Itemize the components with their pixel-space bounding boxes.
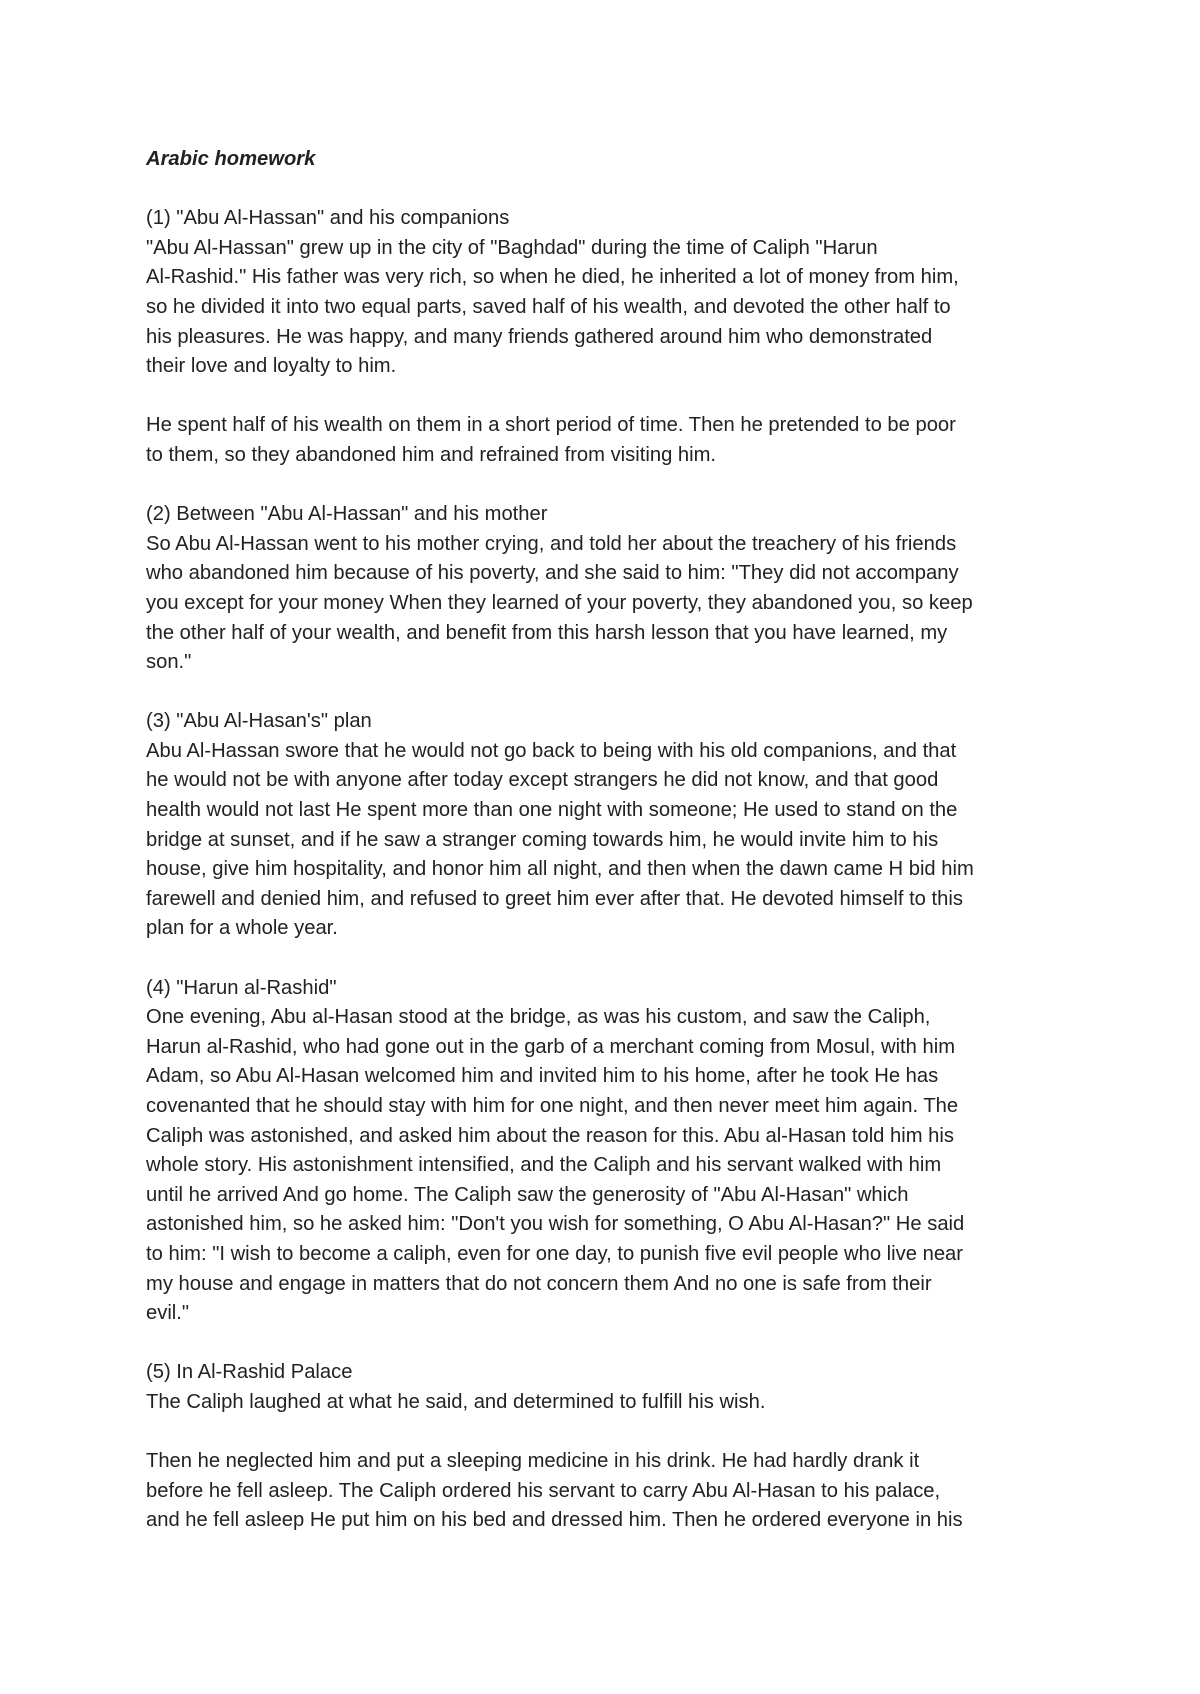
text-line: their love and loyalty to him. (146, 355, 397, 378)
text-line: Adam, so Abu Al-Hasan welcomed him and invited him to his home, after he took He has (146, 1065, 939, 1088)
text-line: So Abu Al-Hassan went to his mother crying, and told her about the treachery of his friends (146, 532, 957, 555)
text-line: (2) Between "Abu Al-Hassan" and his mother (146, 503, 548, 526)
text-line: who abandoned him because of his poverty, and she said to him: "They did not accompany (146, 562, 959, 585)
text-line: before he fell asleep. The Caliph ordered his servant to carry Abu Al-Hasan to his palace, (146, 1479, 941, 1502)
text-line: house, give him hospitality, and honor him all night, and then when the dawn came H bid him (146, 858, 974, 881)
text-line: Harun al-Rashid, who had gone out in the garb of a merchant coming from Mosul, with him (146, 1035, 956, 1058)
text-line: Caliph was astonished, and asked him about the reason for this. Abu al-Hasan told him his (146, 1124, 954, 1147)
text-line: Then he neglected him and put a sleeping medicine in his drink. He had hardly drank it (146, 1450, 920, 1473)
text-line: my house and engage in matters that do not concern them And no one is safe from their (146, 1272, 932, 1295)
text-line: he would not be with anyone after today except strangers he did not know, and that good (146, 769, 939, 792)
document-page (146, 145, 1076, 1536)
text-line: The Caliph laughed at what he said, and determined to fulfill his wish. (146, 1390, 766, 1413)
text-line: son." (146, 651, 192, 674)
text-line: the other half of your wealth, and benefit from this harsh lesson that you have learned, my (146, 621, 948, 644)
text-line: whole story. His astonishment intensified, and the Caliph and his servant walked with him (146, 1154, 942, 1177)
text-line: Abu Al-Hassan swore that he would not go back to being with his old companions, and that (146, 739, 957, 762)
paragraph (146, 707, 1076, 944)
paragraph (146, 204, 1076, 382)
text-line: to him: "I wish to become a caliph, even for one day, to punish five evil people who live near (146, 1242, 963, 1265)
text-line: evil." (146, 1302, 190, 1325)
text-line: until he arrived And go home. The Caliph saw the generosity of "Abu Al-Hasan" which (146, 1183, 909, 1206)
text-line: Al-Rashid." His father was very rich, so when he died, he inherited a lot of money from him, (146, 266, 959, 289)
text-line: so he divided it into two equal parts, saved half of his wealth, and devoted the other half to (146, 295, 951, 318)
text-line: One evening, Abu al-Hasan stood at the bridge, as was his custom, and saw the Caliph, (146, 1006, 931, 1029)
paragraph (146, 1447, 1076, 1536)
text-line: you except for your money When they learned of your poverty, they abandoned you, so keep (146, 591, 973, 614)
text-line: (1) "Abu Al-Hassan" and his companions (146, 207, 510, 230)
text-line: (4) "Harun al-Rashid" (146, 976, 337, 999)
text-line: He spent half of his wealth on them in a short period of time. Then he pretended to be poor (146, 414, 956, 437)
text-line: plan for a whole year. (146, 917, 338, 940)
document-body (146, 204, 1076, 1536)
document-title: Arabic homework (146, 148, 316, 170)
text-line: (5) In Al-Rashid Palace (146, 1361, 353, 1384)
text-line: health would not last He spent more than one night with someone; He used to stand on the (146, 799, 958, 822)
text-line: astonished him, so he asked him: "Don't you wish for something, O Abu Al-Hasan?" He said (146, 1213, 965, 1236)
paragraph (146, 1358, 1076, 1417)
text-line: his pleasures. He was happy, and many friends gathered around him who demonstrated (146, 325, 933, 348)
text-line: farewell and denied him, and refused to greet him ever after that. He devoted himself to this (146, 887, 963, 910)
text-line: covenanted that he should stay with him for one night, and then never meet him again. The (146, 1095, 959, 1117)
paragraph (146, 974, 1076, 1329)
text-line: (3) "Abu Al-Hasan's" plan (146, 710, 372, 733)
text-line: to them, so they abandoned him and refrained from visiting him. (146, 443, 717, 466)
paragraph (146, 411, 1076, 470)
paragraph (146, 500, 1076, 678)
text-line: "Abu Al-Hassan" grew up in the city of "Baghdad" during the time of Caliph "Harun (146, 236, 878, 259)
text-line: and he fell asleep He put him on his bed and dressed him. Then he ordered everyone in his (146, 1509, 963, 1532)
text-line: bridge at sunset, and if he saw a stranger coming towards him, he would invite him to his (146, 828, 939, 851)
